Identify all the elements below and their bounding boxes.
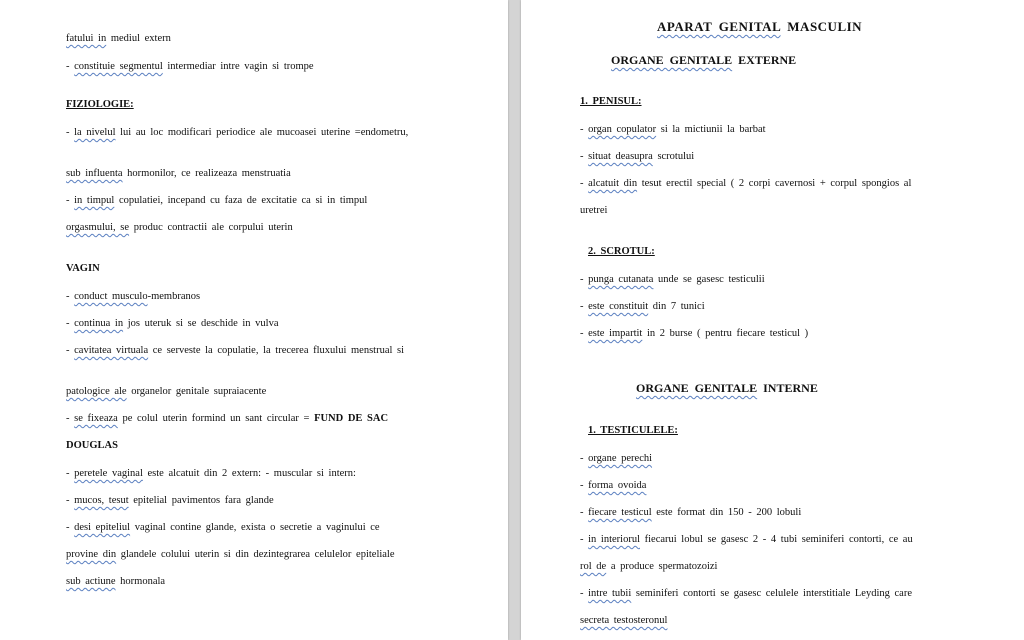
section-heading-penisul: 1. PENISUL:: [580, 96, 642, 107]
text-line: - situat deasupra scrotului: [580, 151, 695, 162]
text-line: - desi epiteliul vaginal contine glande, exista o secretie a vaginului ce: [66, 522, 380, 533]
text-line: - in timpul copulatiei, incepand cu faza de excitatie ca si in timpul: [66, 195, 368, 206]
text-line: patologice ale organelor genitale supraiacente: [66, 386, 267, 397]
subtitle-external-organs: ORGANE GENITALE EXTERNE: [611, 53, 797, 67]
text-line: - continua in jos uteruk si se deschide in vulva: [66, 318, 279, 329]
text-line: - organ copulator si la mictiunii la barbat: [580, 124, 766, 135]
section-heading-fiziologie: FIZIOLOGIE:: [66, 99, 134, 110]
section-heading-scrotul: 2. SCROTUL:: [588, 246, 655, 257]
text-line: fatului in mediul extern: [66, 33, 171, 44]
text-line: secreta testosteronul: [580, 615, 668, 626]
text-line: - constituie segmentul intermediar intre vagin si trompe: [66, 61, 314, 72]
text-line: - punga cutanata unde se gasesc testiculii: [580, 274, 765, 285]
text-line: - fiecare testicul este format din 150 - 200 lobuli: [580, 507, 802, 518]
text-line: - in interiorul fiecarui lobul se gasesc 2 - 4 tubi seminiferi contorti, ce au: [580, 534, 913, 545]
text-line: - este constituit din 7 tunici: [580, 301, 705, 312]
document-page-left[interactable]: [0, 0, 508, 640]
section-heading-vagin: VAGIN: [66, 263, 100, 274]
document-page-right[interactable]: [521, 0, 1024, 640]
text-line: - alcatuit din tesut erectil special ( 2 corpi cavernosi + corpul spongios al: [580, 178, 912, 189]
text-line: - forma ovoida: [580, 480, 647, 491]
text-line: orgasmului, se produc contractii ale corpului uterin: [66, 222, 293, 233]
text-line: rol de a produce spermatozoizi: [580, 561, 718, 572]
text-line: uretrei: [580, 205, 608, 216]
text-line: sub actiune hormonala: [66, 576, 166, 587]
section-heading-douglas: DOUGLAS: [66, 440, 118, 451]
text-line: - peretele vaginal este alcatuit din 2 extern: - muscular si intern:: [66, 468, 356, 479]
text-line: - intre tubii seminiferi contorti se gasesc celulele interstitiale Leyding care: [580, 588, 912, 599]
text-line: - mucos, tesut epitelial pavimentos fara glande: [66, 495, 274, 506]
text-line: - conduct musculo-membranos: [66, 291, 201, 302]
text-line: - organe perechi: [580, 453, 653, 464]
text-line: - cavitatea virtuala ce serveste la copulatie, la trecerea fluxului menstrual si: [66, 345, 405, 356]
page-title: APARAT GENITAL MASCULIN: [657, 19, 863, 34]
subtitle-internal-organs: ORGANE GENITALE INTERNE: [636, 381, 818, 395]
text-line: sub influenta hormonilor, ce realizeaza menstruatia: [66, 168, 291, 179]
text-line: provine din glandele colului uterin si din dezintegrarea celulelor epiteliale: [66, 549, 395, 560]
text-line: - se fixeaza pe colul uterin formind un sant circular = FUND DE SAC: [66, 413, 389, 424]
text-line: - la nivelul lui au loc modificari periodice ale mucoasei uterine =endometru,: [66, 127, 409, 138]
text-line: - este impartit in 2 burse ( pentru fiecare testicul ): [580, 328, 809, 339]
section-heading-testiculele: 1. TESTICULELE:: [588, 425, 678, 436]
